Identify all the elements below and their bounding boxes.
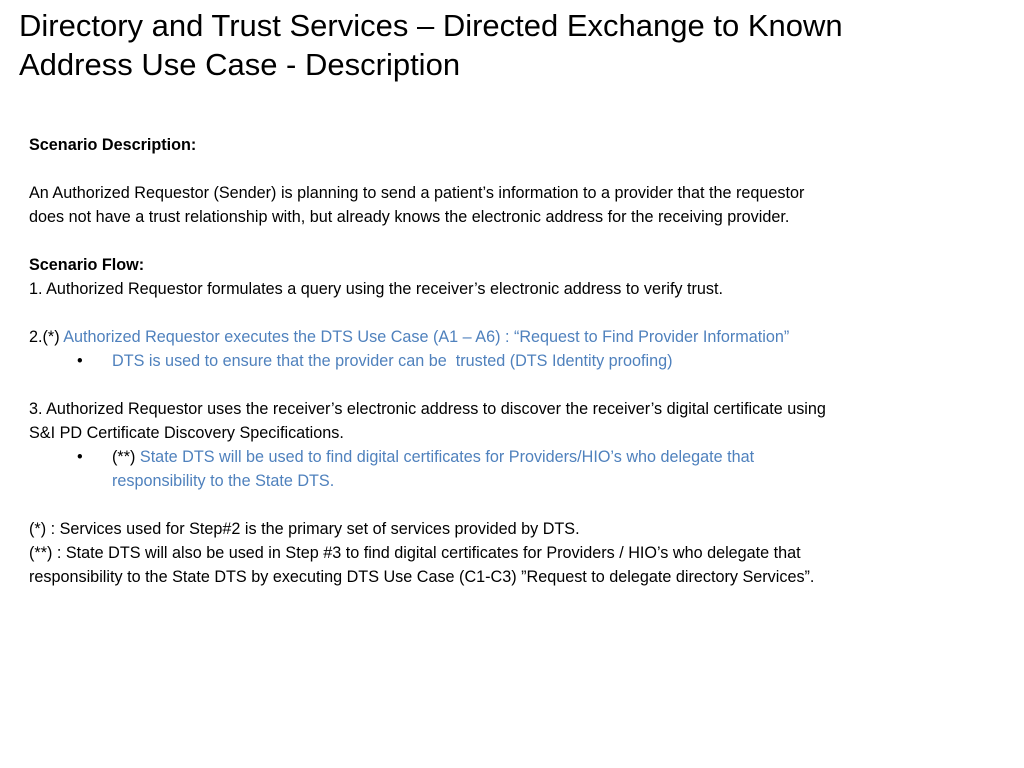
slide-title-line-2: Address Use Case - Description xyxy=(19,47,461,82)
flow-step-3-bullet-line-2: responsibility to the State DTS. xyxy=(112,472,335,490)
scenario-description-line-2: does not have a trust relationship with, but already knows the electronic address for the receiving provider. xyxy=(29,208,790,226)
flow-step-2-text: Authorized Requestor executes the DTS Use Case (A1 – A6) : “Request to Find Provider Information” xyxy=(63,328,790,346)
scenario-flow-heading: Scenario Flow: xyxy=(29,256,145,274)
flow-step-3-line-2: S&I PD Certificate Discovery Specifications. xyxy=(29,424,344,442)
bullet-icon: • xyxy=(77,352,83,370)
flow-step-2 xyxy=(29,325,989,349)
flow-step-3-bullet-line-1 xyxy=(112,445,989,469)
spacer xyxy=(29,229,989,253)
flow-step-3-bullet-prefix: (**) xyxy=(112,448,140,466)
scenario-description-heading: Scenario Description: xyxy=(29,136,197,154)
flow-step-2-bullet xyxy=(29,349,989,373)
scenario-description-line-1: An Authorized Requestor (Sender) is planning to send a patient’s information to a provider that the requestor xyxy=(29,184,805,202)
flow-step-2-prefix: 2.(*) xyxy=(29,328,64,346)
spacer xyxy=(29,157,989,181)
flow-step-3-bullet xyxy=(29,445,989,493)
slide-title-line-1: Directory and Trust Services – Directed Exchange to Known xyxy=(19,8,843,43)
flow-step-1: 1. Authorized Requestor formulates a query using the receiver’s electronic address to verify trust. xyxy=(29,280,724,298)
slide-title xyxy=(19,6,1009,84)
flow-step-2-bullet-text: DTS is used to ensure that the provider can be trusted (DTS Identity proofing) xyxy=(112,352,673,370)
footnote-2-line-2: responsibility to the State DTS by executing DTS Use Case (C1-C3) ”Request to delegate directory Services”. xyxy=(29,568,815,586)
slide-body xyxy=(29,133,989,589)
spacer xyxy=(29,301,989,325)
flow-step-3-bullet-text-1: State DTS will be used to find digital certificates for Providers/HIO’s who delegate that xyxy=(139,448,755,466)
footnote-1: (*) : Services used for Step#2 is the primary set of services provided by DTS. xyxy=(29,520,580,538)
footnote-2-line-1: (**) : State DTS will also be used in Step #3 to find digital certificates for Providers / HIO’s who delegate that xyxy=(29,544,801,562)
spacer xyxy=(29,373,989,397)
flow-step-3-line-1: 3. Authorized Requestor uses the receiver’s electronic address to discover the receiver’s digital certificate using xyxy=(29,400,826,418)
bullet-icon: • xyxy=(77,448,83,466)
spacer xyxy=(29,493,989,517)
